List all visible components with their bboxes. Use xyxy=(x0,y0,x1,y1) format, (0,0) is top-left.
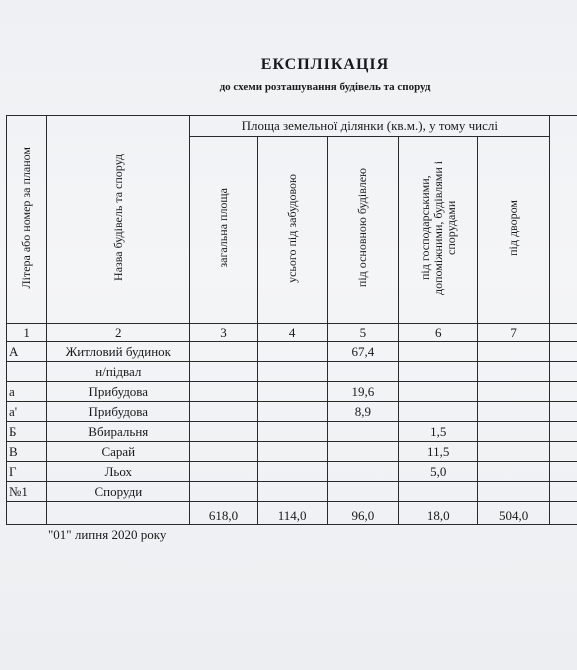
row-name: Прибудова xyxy=(47,382,190,402)
table-row xyxy=(7,382,577,402)
header-extra-col xyxy=(550,116,577,324)
row-letter xyxy=(7,362,47,382)
row-yard xyxy=(478,422,550,442)
row-built-all xyxy=(257,462,327,482)
row-name: Споруди xyxy=(47,482,190,502)
row-built-all xyxy=(257,382,327,402)
col-num-extra xyxy=(550,324,577,342)
row-letter: А xyxy=(7,342,47,362)
row-letter: а xyxy=(7,382,47,402)
row-main xyxy=(327,362,399,382)
table-row xyxy=(7,342,577,362)
row-built-all xyxy=(257,422,327,442)
header-letter-label: Літера або номер за планом xyxy=(19,146,34,289)
row-name: Прибудова xyxy=(47,402,190,422)
row-letter: В xyxy=(7,442,47,462)
total-aux: 18,0 xyxy=(399,502,478,525)
row-yard xyxy=(478,362,550,382)
row-aux: 5,0 xyxy=(399,462,478,482)
row-total xyxy=(190,422,257,442)
row-total xyxy=(190,442,257,462)
table-row xyxy=(7,422,577,442)
document-subtitle: до схеми розташування будівель та споруд xyxy=(219,81,431,93)
col-num-4: 4 xyxy=(257,324,327,342)
header-built-all xyxy=(257,137,327,324)
col-num-5: 5 xyxy=(327,324,399,342)
row-letter: Г xyxy=(7,462,47,482)
total-main: 96,0 xyxy=(327,502,399,525)
header-total xyxy=(190,137,257,324)
row-total xyxy=(190,402,257,422)
row-total xyxy=(190,462,257,482)
row-total xyxy=(190,482,257,502)
row-main: 67,4 xyxy=(327,342,399,362)
row-main xyxy=(327,482,399,502)
row-aux xyxy=(399,402,478,422)
row-aux: 1,5 xyxy=(399,422,478,442)
row-main: 19,6 xyxy=(327,382,399,402)
row-built-all xyxy=(257,402,327,422)
row-name: Льох xyxy=(47,462,190,482)
row-name: Сарай xyxy=(47,442,190,462)
row-built-all xyxy=(257,342,327,362)
row-built-all xyxy=(257,362,327,382)
row-yard xyxy=(478,462,550,482)
col-num-3: 3 xyxy=(190,324,257,342)
row-built-all xyxy=(257,482,327,502)
row-total xyxy=(190,362,257,382)
total-yard: 504,0 xyxy=(478,502,550,525)
row-yard xyxy=(478,382,550,402)
row-main xyxy=(327,422,399,442)
column-number-row xyxy=(7,324,577,342)
row-built-all xyxy=(257,442,327,462)
header-main xyxy=(327,137,399,324)
row-total xyxy=(190,342,257,362)
header-main-label: під основною будівлею xyxy=(355,168,370,288)
header-aux xyxy=(399,137,478,324)
table-row xyxy=(7,482,577,502)
row-aux: 11,5 xyxy=(399,442,478,462)
row-name: н/підвал xyxy=(47,362,190,382)
explication-table xyxy=(6,115,577,525)
header-total-label: загальна площа xyxy=(216,188,231,268)
row-main: 8,9 xyxy=(327,402,399,422)
header-built-all-label: усього під забудовою xyxy=(284,173,299,283)
totals-row xyxy=(7,502,577,525)
col-num-2: 2 xyxy=(47,324,190,342)
row-aux xyxy=(399,382,478,402)
header-name-label: Назва будівель та споруд xyxy=(110,154,125,281)
total-built-all: 114,0 xyxy=(257,502,327,525)
table-row xyxy=(7,442,577,462)
header-yard xyxy=(478,137,550,324)
row-letter: №1 xyxy=(7,482,47,502)
table-row xyxy=(7,462,577,482)
header-aux-label: під господарськими, допоміжними, будівлями і спорудами xyxy=(417,160,458,296)
row-aux xyxy=(399,342,478,362)
total-area: 618,0 xyxy=(190,502,257,525)
row-yard xyxy=(478,482,550,502)
col-num-1: 1 xyxy=(7,324,47,342)
row-total xyxy=(190,382,257,402)
row-main xyxy=(327,442,399,462)
row-aux xyxy=(399,362,478,382)
table-row xyxy=(7,402,577,422)
row-main xyxy=(327,462,399,482)
header-name xyxy=(47,116,190,324)
table-row xyxy=(7,362,577,382)
row-name: Вбиральня xyxy=(47,422,190,442)
row-name: Житловий будинок xyxy=(47,342,190,362)
row-yard xyxy=(478,402,550,422)
col-num-7: 7 xyxy=(478,324,550,342)
row-aux xyxy=(399,482,478,502)
row-yard xyxy=(478,342,550,362)
header-area-group: Площа земельної ділянки (кв.м.), у тому числі xyxy=(190,116,550,137)
row-letter: а' xyxy=(7,402,47,422)
document-title: ЕКСПЛІКАЦІЯ xyxy=(260,56,390,73)
header-letter xyxy=(7,116,47,324)
col-num-6: 6 xyxy=(399,324,478,342)
document-date: "01" липня 2020 року xyxy=(48,527,167,542)
row-yard xyxy=(478,442,550,462)
header-yard-label: під двором xyxy=(506,200,521,256)
row-letter: Б xyxy=(7,422,47,442)
